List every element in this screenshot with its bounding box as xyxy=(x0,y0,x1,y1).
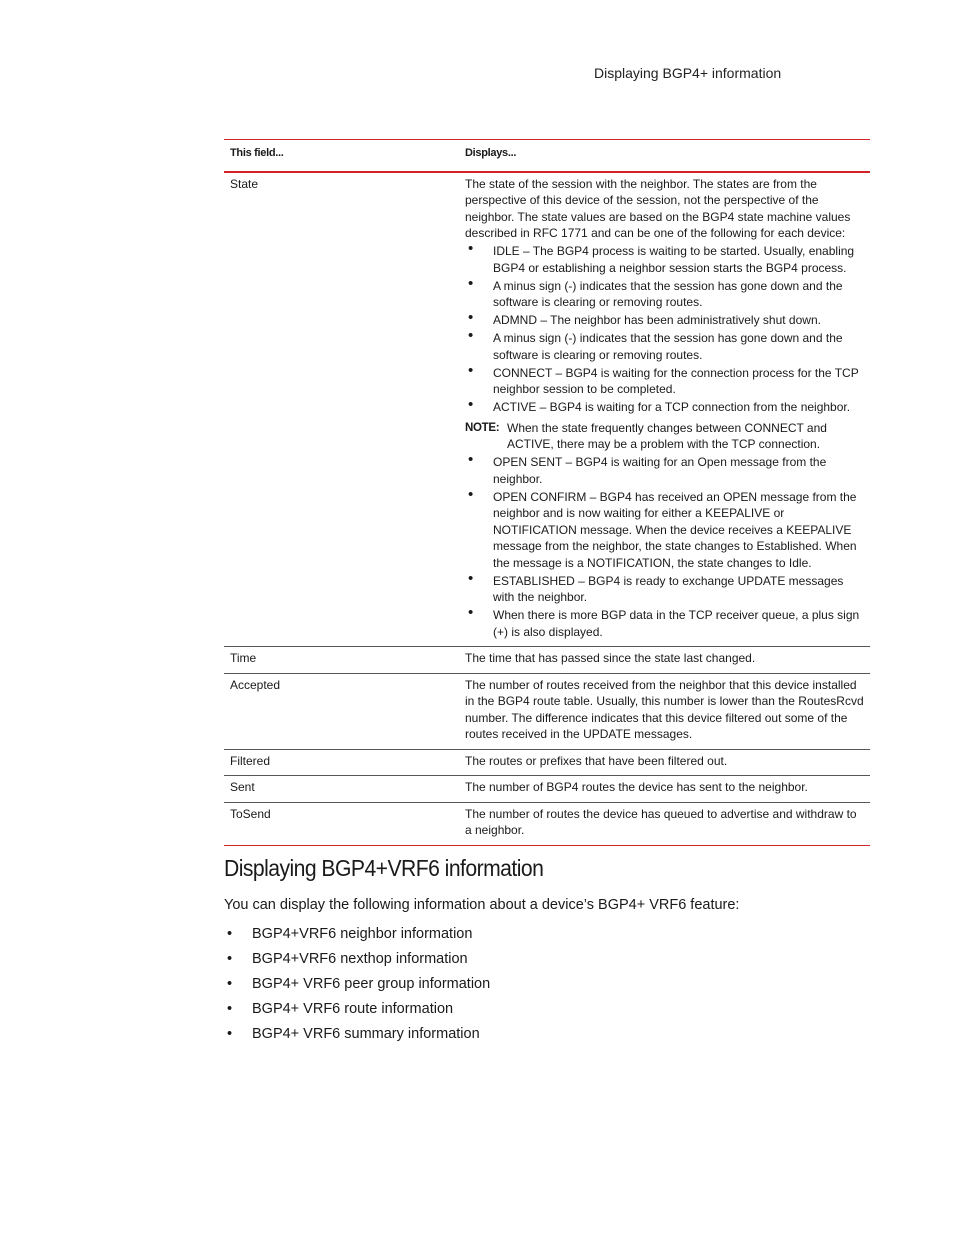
column-header-displays: Displays... xyxy=(459,140,870,172)
list-item: • BGP4+ VRF6 route information xyxy=(224,999,490,1024)
list-item: • OPEN CONFIRM – BGP4 has received an OPEN message from the neighbor and is now waiting for either a KEEPALIVE or NOTIFICATION message. When the device receives a KEEPALIVE message from the neighbor, the state changes to Established. When the message is a NOTIFICATION, the state changes to Idle. xyxy=(465,489,864,572)
list-item: • BGP4+VRF6 neighbor information xyxy=(224,924,490,949)
field-description: The routes or prefixes that have been filtered out. xyxy=(459,749,870,776)
running-header: Displaying BGP4+ information xyxy=(594,65,782,81)
field-name: Sent xyxy=(224,776,459,803)
list-item: • ESTABLISHED – BGP4 is ready to exchange UPDATE messages with the neighbor. xyxy=(465,573,864,606)
field-name: State xyxy=(224,172,459,647)
table-header-row xyxy=(224,140,870,172)
field-description: The number of routes received from the neighbor that this device installed in the BGP4 route table. Usually, this number is lower than the RoutesRcvd number. The difference indicates that this device filtered out some of the routes received in the UPDATE messages. xyxy=(459,673,870,749)
note xyxy=(465,420,864,453)
field-description: The number of routes the device has queued to advertise and withdraw to a neighbor. xyxy=(459,802,870,845)
field-name: Filtered xyxy=(224,749,459,776)
note-text: When the state frequently changes between CONNECT and ACTIVE, there may be a problem with the TCP connection. xyxy=(507,420,827,451)
list-item: • ACTIVE – BGP4 is waiting for a TCP connection from the neighbor. xyxy=(465,399,864,416)
field-description: The number of BGP4 routes the device has sent to the neighbor. xyxy=(459,776,870,803)
table-row xyxy=(224,647,870,674)
section-list xyxy=(224,924,490,1049)
field-description-table xyxy=(224,139,870,846)
state-list-b xyxy=(465,454,864,640)
state-intro: The state of the session with the neighbor. The states are from the perspective of this device of the session, not the perspective of the neighbor. The state values are based on the BGP4 state machine values described in RFC 1771 and can be one of the following for each device: xyxy=(465,176,851,240)
list-item: • ADMND – The neighbor has been administratively shut down. xyxy=(465,312,864,329)
section-intro: You can display the following information about a device’s BGP4+ VRF6 feature: xyxy=(224,897,740,913)
list-item: • CONNECT – BGP4 is waiting for the connection process for the TCP neighbor session to be completed. xyxy=(465,365,864,398)
list-item: • BGP4+ VRF6 summary information xyxy=(224,1024,490,1049)
note-label: NOTE: xyxy=(465,421,500,434)
list-item: • BGP4+VRF6 nexthop information xyxy=(224,949,490,974)
field-name: Time xyxy=(224,647,459,674)
list-item: • OPEN SENT – BGP4 is waiting for an Open message from the neighbor. xyxy=(465,454,864,487)
field-description: The time that has passed since the state last changed. xyxy=(459,647,870,674)
field-name: ToSend xyxy=(224,802,459,845)
list-item: • A minus sign (-) indicates that the session has gone down and the software is clearing or removing routes. xyxy=(465,278,864,311)
table-row xyxy=(224,673,870,749)
list-item: • BGP4+ VRF6 peer group information xyxy=(224,974,490,999)
table-row xyxy=(224,802,870,845)
column-header-field: This field... xyxy=(224,140,459,172)
state-list-a xyxy=(465,243,864,416)
table-row xyxy=(224,172,870,647)
field-description xyxy=(459,172,870,647)
field-name: Accepted xyxy=(224,673,459,749)
list-item: • IDLE – The BGP4 process is waiting to be started. Usually, enabling BGP4 or establishing a neighbor session starts the BGP4 process. xyxy=(465,243,864,276)
table-row xyxy=(224,776,870,803)
list-item: • When there is more BGP data in the TCP receiver queue, a plus sign (+) is also displayed. xyxy=(465,607,864,640)
table-row xyxy=(224,749,870,776)
list-item: • A minus sign (-) indicates that the session has gone down and the software is clearing or removing routes. xyxy=(465,330,864,363)
section-heading: Displaying BGP4+VRF6 information xyxy=(224,855,544,881)
